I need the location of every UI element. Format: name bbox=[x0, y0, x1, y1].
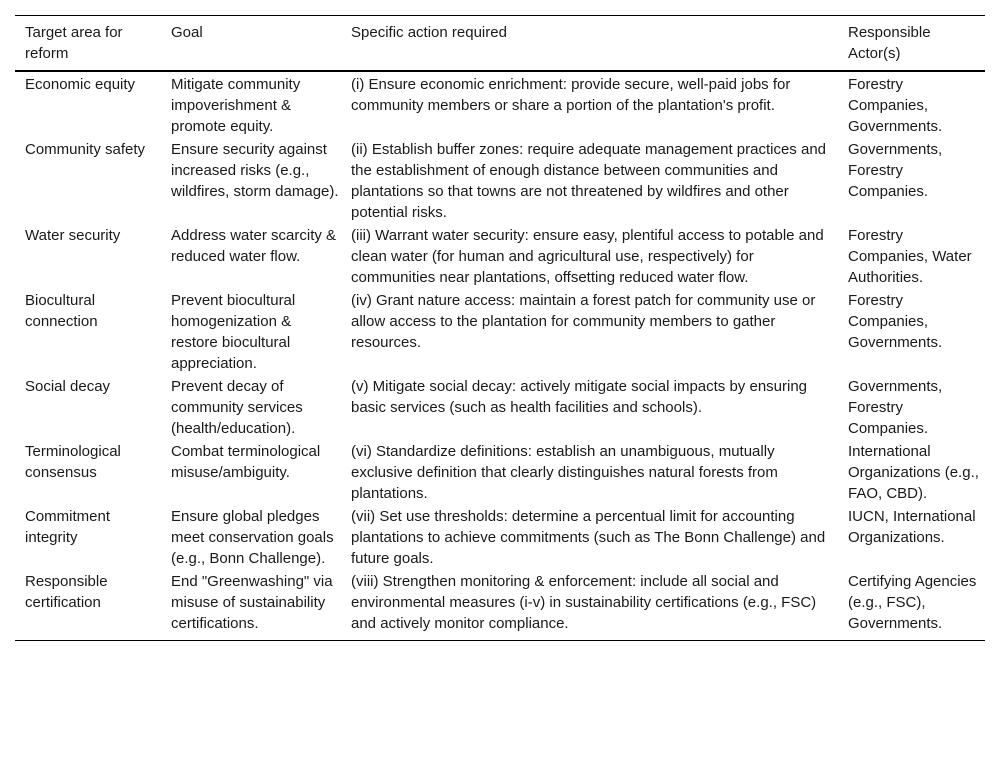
cell-target-area: Economic equity bbox=[25, 76, 136, 93]
table-row bbox=[15, 225, 985, 290]
reform-table bbox=[15, 15, 985, 641]
header-actor: Responsible Actor(s) bbox=[848, 24, 931, 62]
cell-actor: Forestry Companies, Governments. bbox=[848, 292, 943, 351]
cell-action: (iv) Grant nature access: maintain a forest patch for community use or allow access to the plantation for community members to gather resources. bbox=[351, 292, 816, 351]
table-row bbox=[15, 506, 985, 571]
cell-actor: Certifying Agencies (e.g., FSC), Governments. bbox=[848, 573, 977, 632]
header-target-area: Target area for reform bbox=[25, 24, 123, 62]
cell-target-area: Social decay bbox=[25, 378, 111, 395]
cell-actor: Governments, Forestry Companies. bbox=[848, 141, 943, 200]
table-row bbox=[15, 71, 985, 139]
table-header-row bbox=[15, 16, 985, 72]
cell-action: (vii) Set use thresholds: determine a percentual limit for accounting plantations to achieve commitments (such as The Bonn Challenge) and future goals. bbox=[351, 508, 826, 567]
cell-target-area: Responsible certification bbox=[25, 573, 108, 611]
cell-action: (vi) Standardize definitions: establish an unambiguous, mutually exclusive definition that clearly distinguishes natural forests from plantations. bbox=[351, 443, 778, 502]
cell-actor: International Organizations (e.g., FAO, CBD). bbox=[848, 443, 979, 502]
cell-goal: Prevent decay of community services (health/education). bbox=[171, 378, 303, 437]
cell-target-area: Commitment integrity bbox=[25, 508, 111, 546]
cell-goal: Prevent biocultural homogenization & restore biocultural appreciation. bbox=[171, 292, 296, 372]
cell-goal: Address water scarcity & reduced water flow. bbox=[171, 227, 337, 265]
cell-target-area: Community safety bbox=[25, 141, 146, 158]
cell-action: (ii) Establish buffer zones: require adequate management practices and the establishment of enough distance between communities and plantations so that towns are not threatened by wildfires and other potential risks. bbox=[351, 141, 826, 221]
cell-action: (v) Mitigate social decay: actively mitigate social impacts by ensuring basic services (such as health facilities and schools). bbox=[351, 378, 808, 416]
cell-action: (i) Ensure economic enrichment: provide secure, well-paid jobs for community members or share a portion of the plantation's profit. bbox=[351, 76, 791, 114]
cell-goal: Mitigate community impoverishment & promote equity. bbox=[171, 76, 301, 135]
table-row bbox=[15, 441, 985, 506]
cell-goal: Combat terminological misuse/ambiguity. bbox=[171, 443, 321, 481]
header-action: Specific action required bbox=[351, 24, 507, 41]
table-row bbox=[15, 571, 985, 641]
cell-target-area: Water security bbox=[25, 227, 121, 244]
table-row bbox=[15, 290, 985, 376]
cell-actor: IUCN, International Organizations. bbox=[848, 508, 976, 546]
table-row bbox=[15, 376, 985, 441]
cell-goal: Ensure global pledges meet conservation goals (e.g., Bonn Challenge). bbox=[171, 508, 334, 567]
cell-goal: End "Greenwashing" via misuse of sustainability certifications. bbox=[171, 573, 333, 632]
table-row bbox=[15, 139, 985, 225]
cell-actor: Forestry Companies, Water Authorities. bbox=[848, 227, 972, 286]
cell-action: (iii) Warrant water security: ensure easy, plentiful access to potable and clean water (for human and agricultural use, respectively) for communities near plantations, offsetting reduced water flow. bbox=[351, 227, 824, 286]
cell-target-area: Biocultural connection bbox=[25, 292, 98, 330]
header-goal: Goal bbox=[171, 24, 203, 41]
cell-target-area: Terminological consensus bbox=[25, 443, 121, 481]
cell-action: (viii) Strengthen monitoring & enforcement: include all social and environmental measures (i-v) in sustainability certifications (e.g., FSC) and actively monitor compliance. bbox=[351, 573, 817, 632]
cell-actor: Governments, Forestry Companies. bbox=[848, 378, 943, 437]
cell-goal: Ensure security against increased risks (e.g., wildfires, storm damage). bbox=[171, 141, 339, 200]
cell-actor: Forestry Companies, Governments. bbox=[848, 76, 943, 135]
